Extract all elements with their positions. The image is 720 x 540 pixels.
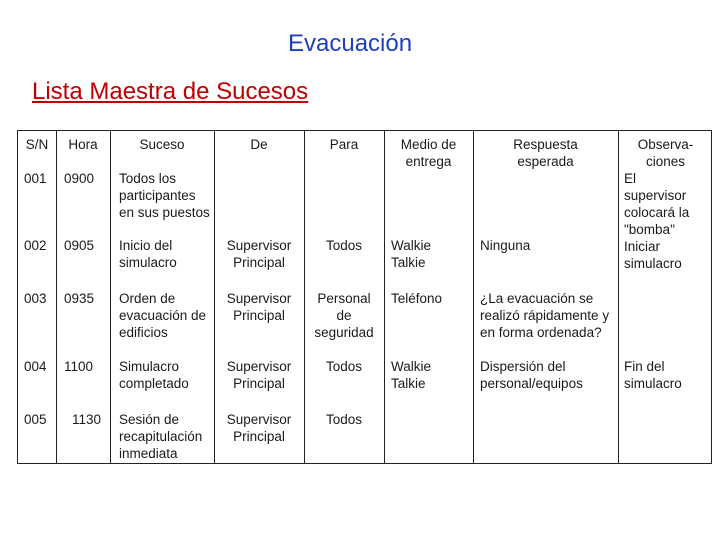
row1-hora: 0900 (64, 171, 95, 186)
row5-hora: 1130 (72, 412, 102, 427)
page-subtitle: Lista Maestra de Sucesos (32, 78, 309, 105)
row5-de: Supervisor Principal (226, 412, 292, 444)
row2-hora: 0905 (64, 238, 95, 253)
page-title-text: Evacuación (288, 30, 413, 57)
header-observaciones: Observa- ciones (637, 137, 694, 169)
header-medio: Medio de entrega (400, 137, 457, 169)
header-de: De (250, 137, 268, 152)
row3-suceso: Orden de evacuación de edificios (119, 291, 207, 340)
header-hora: Hora (68, 137, 98, 152)
row3-hora: 0935 (64, 291, 95, 306)
row1-sn: 001 (24, 171, 47, 186)
row4-hora: 1100 (64, 359, 94, 374)
row3-para: Personal de seguridad (314, 291, 374, 340)
header-respuesta: Respuesta esperada (513, 137, 578, 169)
row4-suceso: Simulacro completado (119, 359, 189, 391)
row5-suceso: Sesión de recapitulación inmediata (119, 412, 203, 461)
row2-suceso: Inicio del simulacro (119, 238, 177, 270)
row4-para: Todos (325, 359, 363, 374)
row3-respuesta: ¿La evacuación se realizó rápidamente y en forma ordenada? (480, 291, 610, 340)
header-para: Para (329, 137, 359, 152)
row5-para: Todos (325, 412, 363, 427)
row4-de: Supervisor Principal (226, 359, 292, 391)
table-divider (618, 131, 619, 463)
row4-observaciones: Fin del simulacro (624, 359, 682, 391)
row2-de: Supervisor Principal (226, 238, 292, 270)
row5-sn: 005 (24, 412, 47, 427)
table-divider (56, 131, 57, 463)
row2-respuesta: Ninguna (480, 238, 531, 253)
row4-respuesta: Dispersión del personal/equipos (480, 359, 583, 391)
row4-sn: 004 (24, 359, 47, 374)
events-table (17, 130, 712, 464)
header-suceso: Suceso (139, 137, 185, 152)
header-sn: S/N (25, 137, 49, 152)
row2-sn: 002 (24, 238, 47, 253)
row2-medio: Walkie Talkie (391, 238, 432, 270)
row4-medio: Walkie Talkie (391, 359, 432, 391)
row3-medio: Teléfono (391, 291, 443, 306)
row2-para: Todos (325, 238, 363, 253)
row3-sn: 003 (24, 291, 47, 306)
table-divider (110, 131, 111, 463)
table-divider (473, 131, 474, 463)
row1-suceso: Todos los participantes en sus puestos (119, 171, 210, 220)
row1-observaciones: El supervisor colocará la "bomba" Iniciar simulacro (624, 171, 690, 271)
table-divider (384, 131, 385, 463)
row3-de: Supervisor Principal (226, 291, 292, 323)
